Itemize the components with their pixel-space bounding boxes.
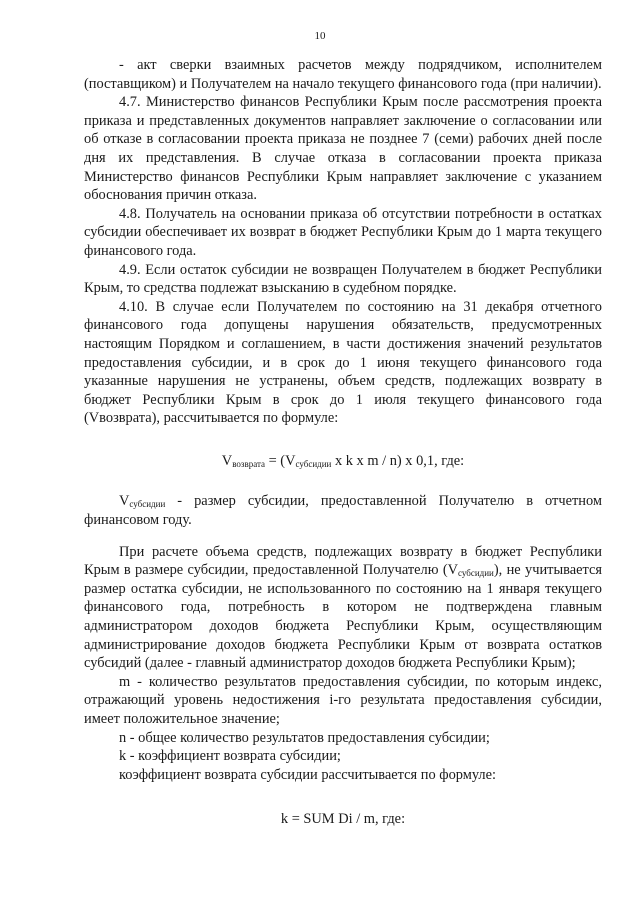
def-v-subscript: субсидии (129, 499, 166, 510)
return-text-after: ), не учитывается размер остатка субсидии, не использованного по состоянию на 1 января текущего финансового года, потребность в котором не подтверждена главным администратором доходов бюджета Республики Крым, осуществляющим администрирование доходов бюджета Республики Крым от возврата остатков субсидий (далее - главный администратор доходов бюджета Республики Крым); (84, 562, 602, 672)
formula-v: V (221, 452, 233, 469)
coefficient-intro: коэффициент возврата субсидии рассчитывается по формуле: (119, 766, 496, 783)
formula-rest: x k x m / n) x 0,1, где: (331, 452, 465, 469)
definition-m: m - количество результатов предоставления субсидии, по которым индекс, отражающий уровень недостижения i-го результата предоставления субсидии, имеет положительное значение; (84, 673, 602, 727)
definition-n: n - общее количество результатов предоставления субсидии; (119, 729, 490, 746)
definition-v-subsidy (84, 492, 602, 529)
formula-v-subscript: возврата (232, 458, 265, 469)
formula-return-amount (84, 452, 602, 471)
spacer (84, 530, 602, 543)
def-v-symbol: V (119, 493, 130, 510)
formula-subsidy-subscript: субсидии (295, 458, 332, 469)
paragraph-return-calculation (84, 543, 602, 673)
definition-k: k - коэффициент возврата субсидии; (119, 748, 341, 765)
paragraph-4-8: 4.8. Получатель на основании приказа об отсутствии потребности в остатках субсидии обеспечивает их возврат в бюджет Республики Крым до 1 марта текущего финансового года. (84, 205, 602, 259)
page-number: 10 (314, 30, 326, 42)
paragraph-4-7: 4.7. Министерство финансов Республики Крым после рассмотрения проекта приказа и представленных документов направляет заключение о согласовании или об отказе в согласовании проекта приказа не позднее 7 (семи) рабочих дней после дня их представления. В случае отказа в согласовании проекта приказа Министерство финансов Республики Крым направляет заключение с указанием обоснования причин отказа. (84, 94, 602, 204)
paragraph-reconciliation-act: - акт сверки взаимных расчетов между подрядчиком, исполнителем (поставщиком) и Получателем на начало текущего финансового года (при наличии). (84, 57, 602, 92)
return-text-before: При расчете объема средств, подлежащих возврату в бюджет Республики Крым в размере субсидии, предоставленной Получателю (V (84, 543, 602, 579)
return-subscript: субсидии (458, 568, 494, 579)
formula-coefficient: k = SUM Di / m, где: (280, 811, 406, 828)
paragraph-4-10: 4.10. В случае если Получателем по состоянию на 31 декабря отчетного финансового года допущены нарушения обязательств, предусмотренных настоящим Порядком и соглашением, в части достижения значений результатов предоставления субсидии, и в срок до 1 июня текущего финансового года указанные нарушения не устранены, объем средств, подлежащих возврату в бюджет Республики Крым в срок до 1 июля текущего финансового года (Vвозврата), рассчитывается по формуле: (84, 298, 602, 427)
def-v-text: - размер субсидии, предоставленной Получателю в отчетном финансовом году. (84, 493, 602, 529)
document-body (84, 56, 602, 829)
paragraph-4-9: 4.9. Если остаток субсидии не возвращен Получателем в бюджет Республики Крым, то средства подлежат взысканию в судебном порядке. (84, 261, 602, 297)
formula-mid: = (V (265, 452, 296, 469)
